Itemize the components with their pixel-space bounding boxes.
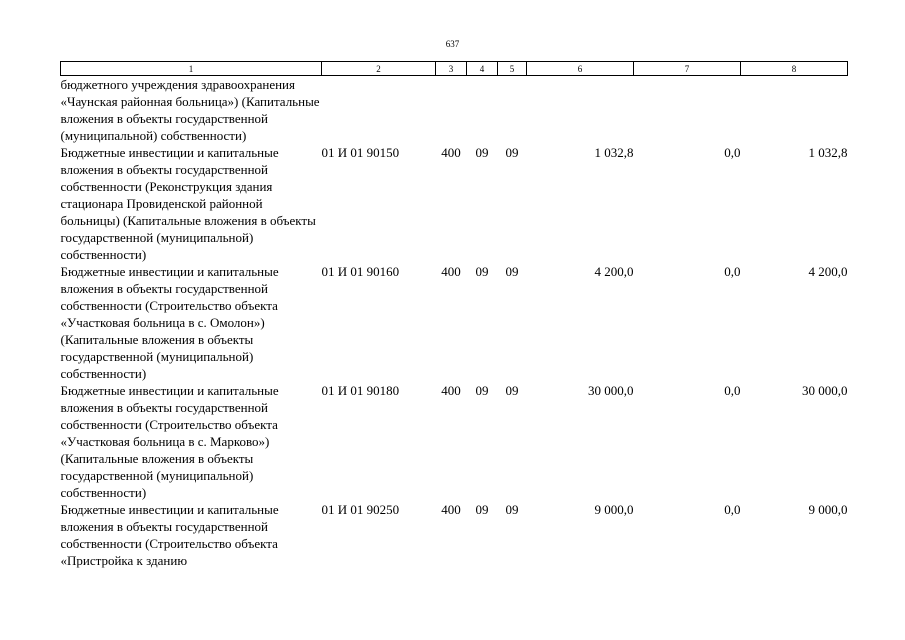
column-number-row xyxy=(61,62,848,76)
row-vr: 400 xyxy=(441,383,461,398)
row-sum-3 xyxy=(741,76,848,145)
row-rz xyxy=(467,76,498,145)
row-sum-2: 0,0 xyxy=(724,145,741,160)
row-vr: 400 xyxy=(441,145,461,160)
table-row xyxy=(61,144,848,263)
row-name: бюджетного учреждения здравоохранения «Чаунская районная больница») (Капитальные вложения в объекты государственной (муниципальной) собственности) xyxy=(60,77,320,143)
row-vr: 400 xyxy=(441,264,461,279)
column-header-1: 1 xyxy=(61,62,322,76)
row-rz: 09 xyxy=(475,145,489,160)
row-sum-2 xyxy=(634,76,741,145)
table-row xyxy=(61,382,848,501)
row-code xyxy=(322,76,436,145)
row-pr: 09 xyxy=(505,502,519,517)
column-header-4: 4 xyxy=(467,62,498,76)
row-sum-1: 9 000,0 xyxy=(594,502,634,517)
row-sum-2: 0,0 xyxy=(724,264,741,279)
row-sum-3: 9 000,0 xyxy=(808,502,848,517)
row-name: Бюджетные инвестиции и капитальные вложения в объекты государственной собственности (Строительство объекта «Пристройка к зданию xyxy=(60,502,279,568)
column-header-3: 3 xyxy=(436,62,467,76)
row-code: 01 И 01 90160 xyxy=(321,264,400,279)
table-row xyxy=(61,501,848,569)
row-code: 01 И 01 90250 xyxy=(321,502,400,517)
column-header-5: 5 xyxy=(498,62,527,76)
row-sum-1 xyxy=(527,76,634,145)
row-rz: 09 xyxy=(475,264,489,279)
row-sum-1: 30 000,0 xyxy=(588,383,634,398)
row-sum-3: 30 000,0 xyxy=(802,383,848,398)
row-sum-3: 4 200,0 xyxy=(808,264,848,279)
column-header-8: 8 xyxy=(741,62,848,76)
row-vr: 400 xyxy=(441,502,461,517)
row-sum-2: 0,0 xyxy=(724,502,741,517)
page-number: 637 xyxy=(445,39,460,49)
column-header-7: 7 xyxy=(634,62,741,76)
row-code: 01 И 01 90180 xyxy=(321,383,400,398)
table-row xyxy=(61,76,848,145)
row-pr xyxy=(498,76,527,145)
row-name: Бюджетные инвестиции и капитальные вложения в объекты государственной собственности (Строительство объекта «Участковая больница в с. Марково») (Капитальные вложения в объекты государственной (муниципальной) собственности) xyxy=(60,383,279,500)
column-header-2: 2 xyxy=(322,62,436,76)
row-pr: 09 xyxy=(505,264,519,279)
row-rz: 09 xyxy=(475,502,489,517)
table-row xyxy=(61,263,848,382)
budget-table xyxy=(60,61,848,569)
row-code: 01 И 01 90150 xyxy=(321,145,400,160)
row-sum-1: 4 200,0 xyxy=(594,264,634,279)
row-pr: 09 xyxy=(505,145,519,160)
row-sum-3: 1 032,8 xyxy=(808,145,848,160)
column-header-6: 6 xyxy=(527,62,634,76)
row-vr xyxy=(436,76,467,145)
row-name: Бюджетные инвестиции и капитальные вложения в объекты государственной собственности (Реконструкция здания стационара Провиденской районной больницы) (Капитальные вложения в объекты государственной (муниципальной) собственности) xyxy=(60,145,316,262)
row-name: Бюджетные инвестиции и капитальные вложения в объекты государственной собственности (Строительство объекта «Участковая больница в с. Омолон») (Капитальные вложения в объекты государственной (муниципальной) собственности) xyxy=(60,264,279,381)
row-sum-2: 0,0 xyxy=(724,383,741,398)
row-rz: 09 xyxy=(475,383,489,398)
row-pr: 09 xyxy=(505,383,519,398)
row-sum-1: 1 032,8 xyxy=(594,145,634,160)
